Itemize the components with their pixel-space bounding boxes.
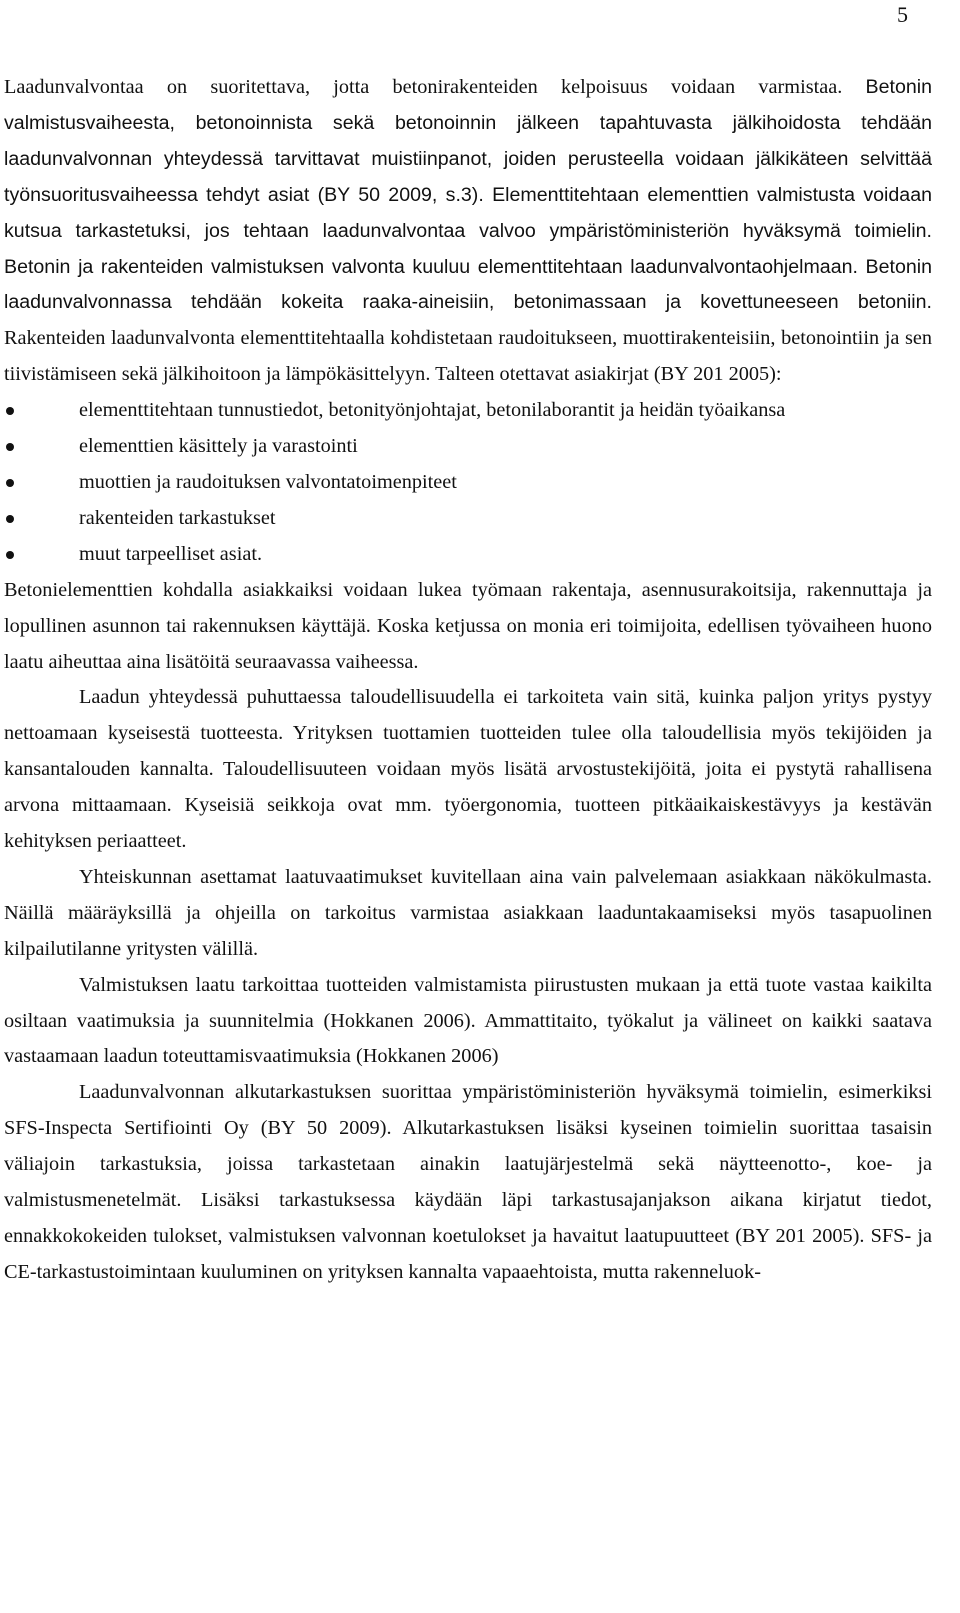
- list-item: elementtitehtaan tunnustiedot, betonityönjohtajat, betonilaborantit ja heidän työaikansa: [4, 393, 932, 429]
- paragraph-manufacturing-quality: Valmistuksen laatu tarkoittaa tuotteiden valmistamista piirustusten mukaan ja että tuote vastaa kaikilta osiltaan vaatimuksia ja suunnitelmia (Hokkanen 2006). Ammattitaito, työkalut ja välineet on kaikki saatava vastaamaan laadun toteuttamisvaatimuksia (Hokkanen 2006): [4, 973, 932, 1068]
- page-number: 5: [897, 2, 908, 27]
- paragraph-economy: Laadun yhteydessä puhuttaessa taloudellisuudella ei tarkoiteta vain sitä, kuinka paljon yritys pystyy nettoamaan kyseisestä tuotteesta. Yrityksen tuottamien tuotteiden tulee olla taloudellisia myös tekijöiden ja kansantalouden kannalta. Taloudellisuuteen voidaan myös lisätä arvostustekijöitä, joita ei pystytä rahallisena arvona mittaamaan. Kyseisiä seikkoja ovat mm. työergonomia, tuotteen pitkäaikaiskestävyys ja kestävän kehityksen periaatteet.: [4, 686, 932, 853]
- paragraph-sentence: Betonin valmistusvaiheesta, betonoinnista sekä betonoinnin jälkeen tapahtuvasta jälkihoidosta tehdään laadunvalvonnan yhteydessä tarvittavat muistiinpanot, joiden perusteella voidaan jälkikäteen selvittää työnsuoritusvaiheessa tehdyt asiat (BY 50 2009, s.3). Elementtitehtaan elementtien valmistusta voidaan kutsua tarkastetuksi, jos tehtaan laadunvalvontaa valvoo ympäristöministeriön hyväksymä toimielin. Betonin ja rakenteiden valmistuksen valvonta kuuluu elementtitehtaan laadunvalvontaohjelmaan. Betonin laadunvalvonnassa tehdään kokeita raaka-aineisiin, betonimassaan ja kovettuneeseen betoniin.: [4, 76, 932, 314]
- paragraph-sentence: Laadunvalvontaa on suoritettava, jotta betonirakenteiden kelpoisuus voidaan varmistaa.: [4, 76, 843, 98]
- paragraph-sentence: Rakenteiden laadunvalvonta elementtitehtaalla kohdistetaan raudoitukseen, muottirakenteisiin, betonointiin ja sen tiivistämiseen sekä jälkihoitoon ja lämpökäsittelyyn. Talteen otettavat asiakirjat (BY 201 2005):: [4, 327, 932, 386]
- list-item: muottien ja raudoituksen valvontatoimenpiteet: [4, 465, 932, 501]
- paragraph-customers: Betonielementtien kohdalla asiakkaiksi voidaan lukea työmaan rakentaja, asennusurakoitsija, rakennuttaja ja lopullinen asunnon tai rakennuksen käyttäjä. Koska ketjussa on monia eri toimijoita, edellisen työvaiheen huono laatu aiheuttaa aina lisätöitä seuraavassa vaiheessa.: [4, 578, 932, 673]
- list-item: elementtien käsittely ja varastointi: [4, 429, 932, 465]
- paragraph-society-requirements: Yhteiskunnan asettamat laatuvaatimukset kuvitellaan aina vain palvelemaan asiakkaan näkökulmasta. Näillä määräyksillä ja ohjeilla on tarkoitus varmistaa asiakkaan laaduntakaamiseksi myös tasapuolinen kilpailutilanne yritysten välillä.: [4, 865, 932, 960]
- list-item: muut tarpeelliset asiat.: [4, 537, 932, 573]
- bullet-list-documents: [4, 393, 932, 573]
- document-body: [4, 70, 932, 1291]
- list-item: rakenteiden tarkastukset: [4, 501, 932, 537]
- paragraph-quality-control: [4, 70, 932, 393]
- paragraph-initial-inspection: Laadunvalvonnan alkutarkastuksen suorittaa ympäristöministeriön hyväksymä toimielin, esimerkiksi SFS-Inspecta Sertifiointi Oy (BY 50 2009). Alkutarkastuksen lisäksi kyseinen toimielin suorittaa tasaisin väliajoin tarkastuksia, joissa tarkastetaan ainakin laatujärjestelmä sekä näytteenotto-, koe- ja valmistusmenetelmät. Lisäksi tarkastuksessa käydään läpi tarkastusajanjakson aikana kirjatut tiedot, ennakkokokeiden tulokset, valmistuksen valvonnan koetulokset ja havaitut laatupuutteet (BY 201 2005). SFS- ja CE-tarkastustoimintaan kuuluminen on yrityksen kannalta vapaaehtoista, mutta rakenneluok-: [4, 1081, 932, 1283]
